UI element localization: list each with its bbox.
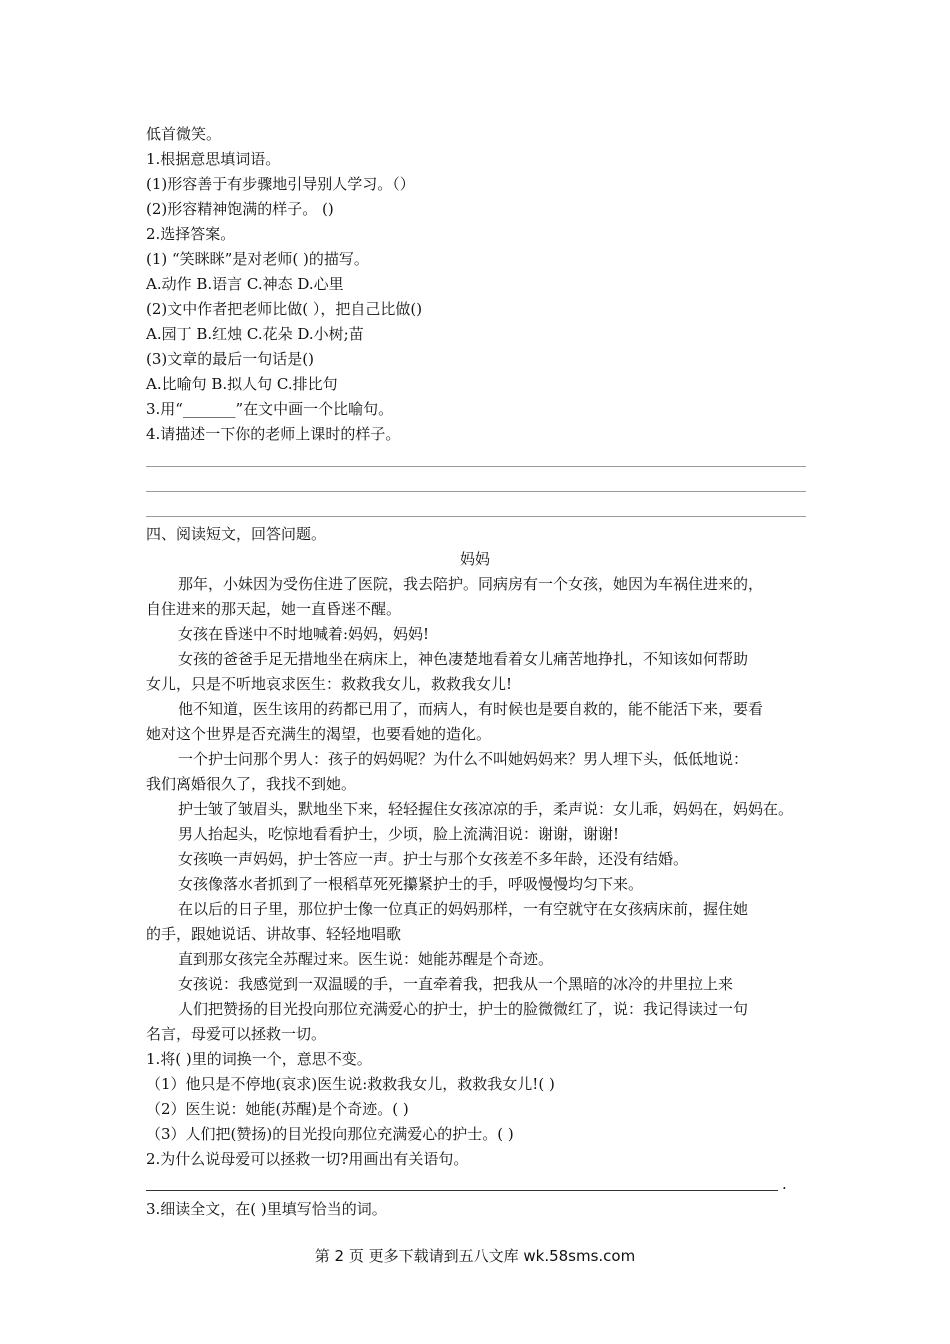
question-1-2: （2）医生说：她能(苏醒)是个奇迹。( ) xyxy=(146,1100,409,1118)
answer-line xyxy=(146,516,806,517)
question-2-2: (2)文中作者把老师比做( ），把自己比做() xyxy=(146,300,423,318)
passage-line: 女儿，只是不听地哀求医生：救救我女儿，救救我女儿! xyxy=(146,675,513,693)
passage-line: 女孩像落水者抓到了一根稻草死死攥紧护士的手，呼吸慢慢均匀下来。 xyxy=(178,875,644,893)
passage-line: 名言，母爱可以拯救一切。 xyxy=(146,1025,327,1043)
answer-line xyxy=(146,466,806,467)
question-2: 2.为什么说母爱可以拯救一切?用画出有关语句。 xyxy=(146,1150,469,1168)
question-1: 1.根据意思填词语。 xyxy=(146,150,281,168)
question-2-3: (3)文章的最后一句话是() xyxy=(146,350,314,368)
passage-line: 直到那女孩完全苏醒过来。医生说：她能苏醒是个奇迹。 xyxy=(178,950,554,968)
passage-line: 女孩在昏迷中不时地喊着:妈妈，妈妈! xyxy=(178,625,430,643)
question-4: 4.请描述一下你的老师上课时的样子。 xyxy=(146,425,401,443)
question-2-2-options: A.园丁 B.红烛 C.花朵 D.小树;苗 xyxy=(146,325,364,343)
answer-line xyxy=(146,1190,778,1191)
passage-line: 她对这个世界是否充满生的渴望，也要看她的造化。 xyxy=(146,725,492,743)
question-3: 3.用“_______”在文中画一个比喻句。 xyxy=(146,400,394,418)
intro-tail: 低首微笑。 xyxy=(146,125,222,143)
passage-line: 女孩唤一声妈妈，护士答应一声。护士与那个女孩差不多年龄，还没有结婚。 xyxy=(178,850,689,868)
passage-line: 人们把赞扬的目光投向那位充满爱心的护士，护士的脸微微红了，说：我记得读过一句 xyxy=(178,1000,749,1018)
page-footer: 第 2 页 更多下载请到五八文库 wk.58sms.com xyxy=(314,1247,636,1265)
question-2-1-options: A.动作 B.语言 C.神态 D.心里 xyxy=(146,275,344,293)
passage-line: 在以后的日子里，那位护士像一位真正的妈妈那样，一有空就守在女孩病床前，握住她 xyxy=(178,900,749,918)
passage-line: 女孩的爸爸手足无措地坐在病床上，神色凄楚地看着女儿痛苦地挣扎，不知该如何帮助 xyxy=(178,650,749,668)
question-2-1: (1) “笑眯眯”是对老师( )的描写。 xyxy=(146,250,369,268)
question-1-1: (1)形容善于有步骤地引导别人学习。（） xyxy=(146,175,415,193)
passage-line: 自住进来的那天起，她一直昏迷不醒。 xyxy=(146,600,402,618)
section-heading: 四、阅读短文，回答问题。 xyxy=(146,525,327,543)
passage-line: 护士皱了皱眉头，默地坐下来，轻轻握住女孩凉凉的手，柔声说：女儿乖，妈妈在，妈妈在。 xyxy=(178,800,794,818)
question-1-3: （3）人们把(赞扬)的目光投向那位充满爱心的护士。( ) xyxy=(146,1125,514,1143)
answer-line xyxy=(146,491,806,492)
question-1-1: （1）他只是不停地(哀求)医生说:救救我女儿，救救我女儿!( ) xyxy=(146,1075,555,1093)
passage-line: 那年，小妹因为受伤住进了医院，我去陪护。同病房有一个女孩，她因为车祸住进来的， xyxy=(178,575,764,593)
question-3: 3.细读全文，在( )里填写恰当的词。 xyxy=(146,1200,387,1218)
passage-line: 的手，跟她说话、讲故事、轻轻地唱歌 xyxy=(146,925,402,943)
passage-line: 男人抬起头，吃惊地看看护士，少顷，脸上流满泪说：谢谢，谢谢! xyxy=(178,825,620,843)
question-2: 2.选择答案。 xyxy=(146,225,236,243)
passage-title: 妈妈 xyxy=(459,550,490,568)
question-2-3-options: A.比喻句 B.拟人句 C.排比句 xyxy=(146,375,338,393)
passage-line: 一个护士问那个男人：孩子的妈妈呢？为什么不叫她妈妈来？男人埋下头，低低地说： xyxy=(178,750,749,768)
passage-line: 女孩说：我感觉到一双温暖的手，一直牵着我，把我从一个黑暗的冰冷的井里拉上来 xyxy=(178,975,734,993)
passage-line: 我们离婚很久了，我找不到她。 xyxy=(146,775,357,793)
answer-line-end: . xyxy=(782,1175,787,1193)
question-1: 1.将( )里的词换一个，意思不变。 xyxy=(146,1050,372,1068)
question-1-2: (2)形容精神饱满的样子。 () xyxy=(146,200,334,218)
passage-line: 他不知道，医生该用的药都已用了，而病人，有时候也是要自救的，能不能活下来，要看 xyxy=(178,700,764,718)
